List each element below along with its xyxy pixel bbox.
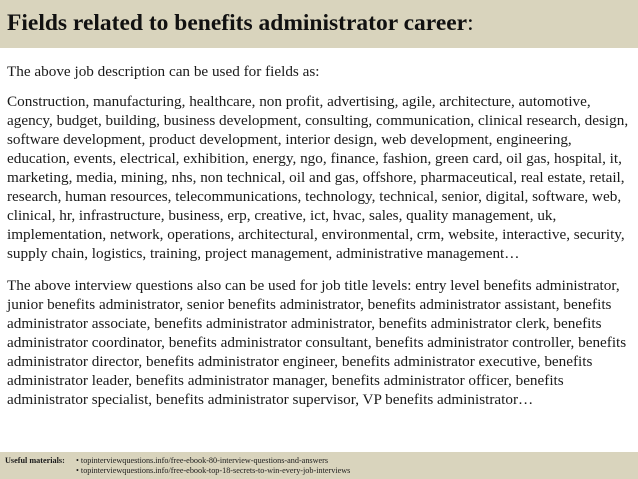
footer-label: Useful materials: (5, 456, 65, 465)
job-levels-paragraph: The above interview questions also can be used for job title levels: entry level benefits administrator, junior benefits administrator, senior benefits administrator, benefits administrator assistant, benefits administrator associate, benefits administrator administrator, benefits administrator clerk, benefits administrator coordinator, benefits administrator consultant, benefits administrator controller, benefits administrator director, benefits administrator engineer, benefits administrator executive, benefits administrator leader, benefits administrator manager, benefits administrator officer, benefits administrator specialist, benefits administrator supervisor, VP benefits administrator… (7, 277, 627, 408)
footer-link-2[interactable]: • topinterviewquestions.info/free-ebook-top-18-secrets-to-win-every-job-interviews (76, 466, 351, 475)
footer-row-1 (5, 456, 638, 466)
intro-paragraph: The above job description can be used for fields as: (7, 63, 320, 80)
footer-bar (0, 452, 638, 479)
title-bar (0, 0, 638, 48)
footer-link-1[interactable]: • topinterviewquestions.info/free-ebook-80-interview-questions-and-answers (76, 456, 329, 465)
page-title (7, 10, 474, 36)
page-title-colon: : (467, 10, 474, 36)
main-content (7, 62, 633, 409)
page-title-text: Fields related to benefits administrator career (7, 10, 468, 36)
fields-paragraph: Construction, manufacturing, healthcare, non profit, advertising, agile, architecture, automotive, agency, budget, building, business development, consulting, communication, clinical research, design, software development, product development, interior design, web development, engineering, education, events, electrical, exhibition, energy, ngo, finance, fashion, green card, oil gas, hospital, it, marketing, media, mining, nhs, non technical, oil and gas, offshore, pharmaceutical, real estate, retail, research, human resources, telecommunications, technology, technical, senior, digital, software, web, clinical, hr, infrastructure, business, erp, creative, ict, hvac, sales, quality management, uk, implementation, network, operations, architectural, environmental, crm, website, interactive, security, supply chain, logistics, training, project management, administrative management… (7, 93, 629, 262)
footer-row-2 (5, 466, 638, 476)
